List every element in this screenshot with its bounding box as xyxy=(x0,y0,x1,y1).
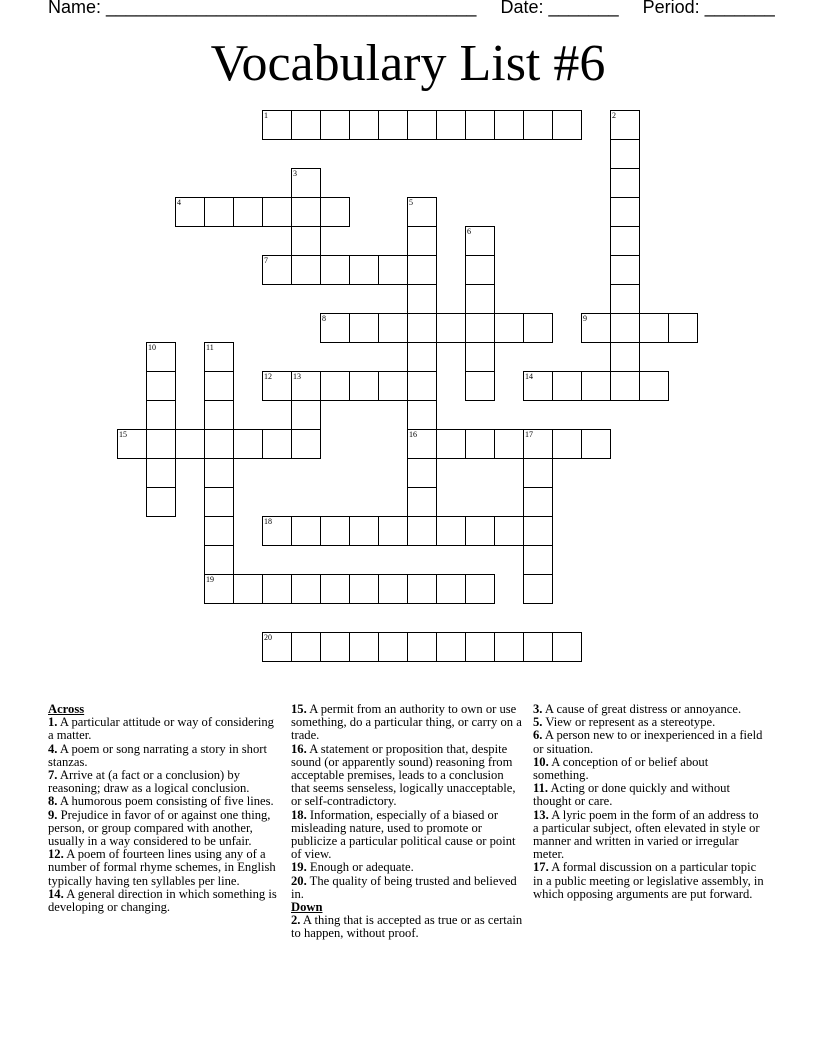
clue-item xyxy=(533,861,765,901)
clue-item-number: 9. xyxy=(48,807,58,822)
crossword-cell[interactable] xyxy=(320,516,350,546)
clue-number: 18 xyxy=(264,517,272,526)
crossword-cell[interactable] xyxy=(204,487,234,517)
crossword-cell[interactable] xyxy=(610,168,640,198)
crossword-cell[interactable] xyxy=(465,313,495,343)
crossword-cell[interactable] xyxy=(494,110,524,140)
clue-item-number: 5. xyxy=(533,715,543,730)
clue-item-text: A formal discussion on a particular topic in a public meeting or legislative assembly, in which opposing arguments are put forward. xyxy=(533,860,764,901)
crossword-cell[interactable] xyxy=(407,313,437,343)
crossword-cell[interactable] xyxy=(407,400,437,430)
clue-item-text: Acting or done quickly and without thought or care. xyxy=(533,781,730,809)
crossword-cell[interactable] xyxy=(291,574,321,604)
crossword-cell[interactable] xyxy=(494,429,524,459)
crossword-cell[interactable] xyxy=(378,516,408,546)
clue-item-text: Information, especially of a biased or misleading nature, used to promote or publicize a particular political cause or point of view. xyxy=(291,807,516,862)
crossword-cell[interactable] xyxy=(552,429,582,459)
across-heading: Across xyxy=(48,702,85,716)
crossword-cell[interactable] xyxy=(291,168,321,198)
clue-item xyxy=(291,914,523,940)
crossword-cell[interactable] xyxy=(320,632,350,662)
clue-item xyxy=(533,729,765,755)
clue-number: 1 xyxy=(264,111,268,120)
clue-item-text: A statement or proposition that, despite sound (or apparently sound) reasoning from acceptable premises, leads to a conclusion that seems senseless, logically unacceptable, or self-contradictory. xyxy=(291,741,516,809)
crossword-cell[interactable] xyxy=(610,226,640,256)
crossword-cell[interactable] xyxy=(233,197,263,227)
crossword-cell[interactable] xyxy=(262,574,292,604)
crossword-cell[interactable] xyxy=(407,342,437,372)
crossword-cell[interactable] xyxy=(291,400,321,430)
crossword-cell[interactable] xyxy=(523,632,553,662)
crossword-cell[interactable] xyxy=(407,197,437,227)
clue-item xyxy=(291,703,523,743)
crossword-cell[interactable] xyxy=(291,255,321,285)
crossword-cell[interactable] xyxy=(146,342,176,372)
clue-number: 3 xyxy=(293,169,297,178)
clue-item-text: Enough or adequate. xyxy=(306,860,414,875)
clue-item-number: 2. xyxy=(291,913,301,928)
crossword-cell[interactable] xyxy=(320,255,350,285)
period-label: Period: xyxy=(642,0,700,17)
clue-item-text: The quality of being trusted and believed in. xyxy=(291,873,517,901)
crossword-cell[interactable] xyxy=(378,255,408,285)
crossword-cell[interactable] xyxy=(610,371,640,401)
clue-item-text: View or represent as a stereotype. xyxy=(542,715,716,730)
crossword-cell[interactable] xyxy=(552,371,582,401)
crossword-cell[interactable] xyxy=(523,458,553,488)
crossword-cell[interactable] xyxy=(494,632,524,662)
crossword-cell[interactable] xyxy=(436,516,466,546)
clue-item xyxy=(48,716,280,742)
crossword-cell[interactable] xyxy=(436,574,466,604)
clue-number: 19 xyxy=(206,575,214,584)
down-heading: Down xyxy=(291,900,323,915)
crossword-cell[interactable] xyxy=(204,400,234,430)
crossword-cell[interactable] xyxy=(233,574,263,604)
clue-number: 12 xyxy=(264,372,272,381)
crossword-cell[interactable] xyxy=(320,313,350,343)
crossword-cell[interactable] xyxy=(581,313,611,343)
crossword-cell[interactable] xyxy=(146,400,176,430)
crossword-cell[interactable] xyxy=(610,342,640,372)
crossword-cell[interactable] xyxy=(610,313,640,343)
crossword-cell[interactable] xyxy=(349,371,379,401)
clue-item-number: 10. xyxy=(533,754,549,769)
clue-item-number: 17. xyxy=(533,860,549,875)
crossword-cell[interactable] xyxy=(523,313,553,343)
clue-item-text: A permit from an authority to own or use something, do a particular thing, or carry on a trade. xyxy=(291,702,522,743)
crossword-cell[interactable] xyxy=(175,429,205,459)
crossword-cell[interactable] xyxy=(407,429,437,459)
crossword-cell[interactable] xyxy=(610,110,640,140)
crossword-cell[interactable] xyxy=(465,632,495,662)
crossword-cell[interactable] xyxy=(320,574,350,604)
clue-item-number: 11. xyxy=(533,781,549,796)
crossword-cell[interactable] xyxy=(523,545,553,575)
clue-item-text: A poem or song narrating a story in short stanzas. xyxy=(48,741,267,769)
clue-number: 5 xyxy=(409,198,413,207)
period-blank[interactable]: _______ xyxy=(704,0,775,17)
clue-number: 17 xyxy=(525,430,533,439)
clue-item-text: A poem of fourteen lines using any of a number of formal rhyme schemes, in English typically having ten syllables per line. xyxy=(48,847,276,888)
clue-number: 6 xyxy=(467,227,471,236)
crossword-cell[interactable] xyxy=(436,110,466,140)
crossword-cell[interactable] xyxy=(320,197,350,227)
clue-item xyxy=(48,743,280,769)
clue-item-text: A general direction in which something is developing or changing. xyxy=(48,886,277,915)
crossword-cell[interactable] xyxy=(378,110,408,140)
clue-item-number: 7. xyxy=(48,768,58,783)
crossword-cell[interactable] xyxy=(378,313,408,343)
crossword-cell[interactable] xyxy=(407,110,437,140)
crossword-cell[interactable] xyxy=(262,197,292,227)
crossword-cell[interactable] xyxy=(349,574,379,604)
clue-number: 10 xyxy=(148,343,156,352)
crossword-cell[interactable] xyxy=(523,487,553,517)
crossword-cell[interactable] xyxy=(204,458,234,488)
crossword-cell[interactable] xyxy=(465,226,495,256)
crossword-cell[interactable] xyxy=(204,429,234,459)
crossword-cell[interactable] xyxy=(320,371,350,401)
crossword-cell[interactable] xyxy=(552,632,582,662)
crossword-cell[interactable] xyxy=(175,197,205,227)
crossword-cell[interactable] xyxy=(291,429,321,459)
crossword-cell[interactable] xyxy=(204,197,234,227)
clue-item-text: A particular attitude or way of considering a matter. xyxy=(48,715,274,743)
clue-item-number: 16. xyxy=(291,741,307,756)
crossword-cell[interactable] xyxy=(581,371,611,401)
clue-item xyxy=(291,809,523,862)
clue-item-number: 6. xyxy=(533,728,543,743)
crossword-cell[interactable] xyxy=(233,429,263,459)
clue-item-text: A thing that is accepted as true or as certain to happen, without proof. xyxy=(291,913,523,941)
clues-column-2 xyxy=(291,703,523,941)
crossword-cell[interactable] xyxy=(349,255,379,285)
crossword-cell[interactable] xyxy=(407,371,437,401)
clue-item-text: Prejudice in favor of or against one thing, person, or group compared with another, usually in a way considered to be unfair. xyxy=(48,807,271,849)
clue-item-number: 20. xyxy=(291,873,307,888)
clue-item-number: 14. xyxy=(48,886,64,901)
crossword-cell[interactable] xyxy=(610,197,640,227)
clue-item-number: 13. xyxy=(533,807,549,822)
crossword-cell[interactable] xyxy=(291,197,321,227)
clue-item-number: 3. xyxy=(533,702,543,716)
crossword-cell[interactable] xyxy=(494,516,524,546)
clue-item-text: Arrive at (a fact or a conclusion) by reasoning; draw as a logical conclusion. xyxy=(48,768,250,796)
clue-item xyxy=(48,769,280,795)
crossword-cell[interactable] xyxy=(610,139,640,169)
clue-item-number: 8. xyxy=(48,794,58,809)
clue-item-number: 19. xyxy=(291,860,307,875)
crossword-cell[interactable] xyxy=(378,632,408,662)
crossword-cell[interactable] xyxy=(262,255,292,285)
crossword-cell[interactable] xyxy=(407,487,437,517)
crossword-cell[interactable] xyxy=(407,632,437,662)
crossword-cell[interactable] xyxy=(407,458,437,488)
crossword-cell[interactable] xyxy=(465,255,495,285)
clue-item xyxy=(533,756,765,782)
crossword-cell[interactable] xyxy=(262,110,292,140)
clue-item xyxy=(533,782,765,808)
crossword-cell[interactable] xyxy=(349,516,379,546)
clue-item-text: A person new to or inexperienced in a field or situation. xyxy=(533,728,763,756)
crossword-cell[interactable] xyxy=(523,574,553,604)
clue-item xyxy=(533,809,765,862)
crossword-cell[interactable] xyxy=(465,429,495,459)
clue-number: 15 xyxy=(119,430,127,439)
crossword-cell[interactable] xyxy=(407,226,437,256)
clue-item-text: A humorous poem consisting of five lines. xyxy=(57,794,274,809)
clue-number: 2 xyxy=(612,111,616,120)
clues-column-1 xyxy=(48,703,280,914)
clue-item-number: 15. xyxy=(291,702,307,716)
clue-item-text: A cause of great distress or annoyance. xyxy=(542,702,742,716)
crossword-cell[interactable] xyxy=(204,545,234,575)
clue-item xyxy=(48,848,280,888)
crossword-cell[interactable] xyxy=(291,371,321,401)
clue-number: 20 xyxy=(264,633,272,642)
crossword-cell[interactable] xyxy=(291,632,321,662)
crossword-cell[interactable] xyxy=(436,313,466,343)
crossword-cell[interactable] xyxy=(465,516,495,546)
clue-number: 7 xyxy=(264,256,268,265)
crossword-cell[interactable] xyxy=(204,516,234,546)
crossword-cell[interactable] xyxy=(639,371,669,401)
crossword-cell[interactable] xyxy=(407,574,437,604)
date-label: Date: xyxy=(500,0,544,17)
crossword-cell[interactable] xyxy=(523,371,553,401)
crossword-cell[interactable] xyxy=(407,255,437,285)
page-title: Vocabulary List #6 xyxy=(210,35,606,92)
clue-number: 11 xyxy=(206,343,214,352)
clue-item-number: 1. xyxy=(48,715,58,730)
crossword-cell[interactable] xyxy=(668,313,698,343)
crossword-cell[interactable] xyxy=(436,429,466,459)
crossword-cell[interactable] xyxy=(204,342,234,372)
name-blank[interactable]: _____________________________________ xyxy=(106,0,477,17)
crossword-cell[interactable] xyxy=(407,284,437,314)
clues-column-3 xyxy=(533,703,765,901)
clue-number: 13 xyxy=(293,372,301,381)
crossword-cell[interactable] xyxy=(465,371,495,401)
crossword-cell[interactable] xyxy=(262,516,292,546)
crossword-cell[interactable] xyxy=(523,516,553,546)
clue-item xyxy=(48,809,280,849)
clue-item-number: 12. xyxy=(48,847,64,862)
crossword-cell[interactable] xyxy=(523,110,553,140)
crossword-cell[interactable] xyxy=(262,632,292,662)
crossword-cell[interactable] xyxy=(610,255,640,285)
crossword-cell[interactable] xyxy=(523,429,553,459)
crossword-cell[interactable] xyxy=(581,429,611,459)
name-label: Name: xyxy=(48,0,102,17)
crossword-cell[interactable] xyxy=(262,371,292,401)
clue-item-number: 4. xyxy=(48,741,58,756)
crossword-cell[interactable] xyxy=(146,371,176,401)
crossword-cell[interactable] xyxy=(320,110,350,140)
clue-item-text: A conception of or belief about something. xyxy=(533,754,709,783)
date-blank[interactable]: _______ xyxy=(548,0,619,17)
crossword-cell[interactable] xyxy=(378,371,408,401)
crossword-cell[interactable] xyxy=(204,371,234,401)
clue-number: 9 xyxy=(583,314,587,323)
crossword-cell[interactable] xyxy=(291,110,321,140)
crossword-cell[interactable] xyxy=(378,574,408,604)
crossword-cell[interactable] xyxy=(291,516,321,546)
clue-number: 8 xyxy=(322,314,326,323)
crossword-cell[interactable] xyxy=(610,284,640,314)
crossword-cell[interactable] xyxy=(407,516,437,546)
clue-number: 16 xyxy=(409,430,417,439)
clue-item-text: A lyric poem in the form of an address to a particular subject, often elevated in style or manner and written in varied or irregular meter. xyxy=(533,807,760,862)
crossword-cell[interactable] xyxy=(552,110,582,140)
clue-item xyxy=(48,888,280,914)
crossword-cell[interactable] xyxy=(204,574,234,604)
crossword-cell[interactable] xyxy=(349,632,379,662)
crossword-cell[interactable] xyxy=(262,429,292,459)
crossword-cell[interactable] xyxy=(639,313,669,343)
crossword-cell[interactable] xyxy=(349,313,379,343)
crossword-cell[interactable] xyxy=(465,110,495,140)
crossword-cell[interactable] xyxy=(291,226,321,256)
crossword-cell[interactable] xyxy=(117,429,147,459)
crossword-cell[interactable] xyxy=(436,632,466,662)
clue-item xyxy=(291,743,523,809)
crossword-cell[interactable] xyxy=(465,284,495,314)
crossword-cell[interactable] xyxy=(494,313,524,343)
crossword-cell[interactable] xyxy=(349,110,379,140)
crossword-cell[interactable] xyxy=(146,458,176,488)
clue-item xyxy=(291,875,523,901)
crossword-cell[interactable] xyxy=(146,429,176,459)
clue-number: 14 xyxy=(525,372,533,381)
clue-item-number: 18. xyxy=(291,807,307,822)
crossword-cell[interactable] xyxy=(146,487,176,517)
crossword-cell[interactable] xyxy=(465,342,495,372)
clue-number: 4 xyxy=(177,198,181,207)
crossword-cell[interactable] xyxy=(465,574,495,604)
